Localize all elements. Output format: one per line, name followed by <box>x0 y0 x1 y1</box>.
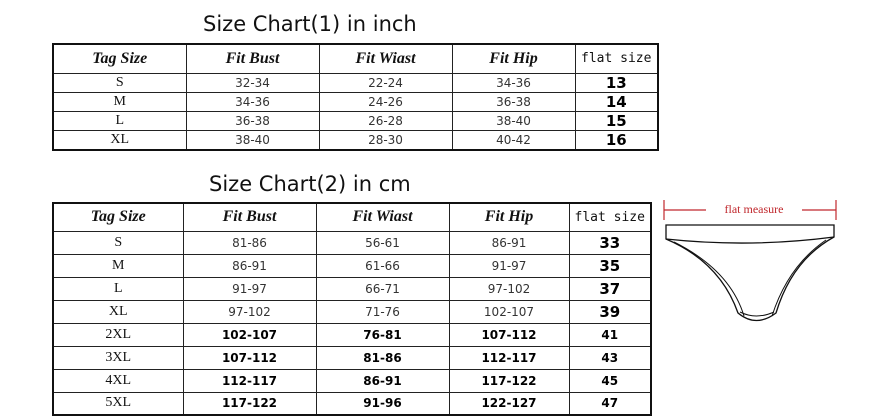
bust-cell: 112-117 <box>183 369 316 392</box>
waist-cell: 26-28 <box>319 111 452 130</box>
hip-cell: 117-122 <box>449 369 569 392</box>
header-tag-size: Tag Size <box>53 203 183 231</box>
header-tag-size: Tag Size <box>53 44 186 73</box>
header-flat-size: flat size <box>575 44 658 73</box>
size-cell: 5XL <box>53 392 183 415</box>
header-fit-bust: Fit Bust <box>183 203 316 231</box>
header-fit-bust: Fit Bust <box>186 44 319 73</box>
bust-cell: 86-91 <box>183 254 316 277</box>
waist-cell: 24-26 <box>319 92 452 111</box>
waist-cell: 66-71 <box>316 277 449 300</box>
hip-cell: 102-107 <box>449 300 569 323</box>
waist-cell: 22-24 <box>319 73 452 92</box>
bust-cell: 36-38 <box>186 111 319 130</box>
bust-cell: 107-112 <box>183 346 316 369</box>
size-chart-inch <box>52 43 659 151</box>
panty-illustration <box>660 198 840 333</box>
flat-size-cell: 15 <box>575 111 658 130</box>
waist-cell: 81-86 <box>316 346 449 369</box>
bust-cell: 32-34 <box>186 73 319 92</box>
flat-size-cell: 13 <box>575 73 658 92</box>
table-row <box>53 300 651 323</box>
hip-cell: 122-127 <box>449 392 569 415</box>
hip-cell: 40-42 <box>452 130 575 150</box>
waist-cell: 56-61 <box>316 231 449 254</box>
flat-size-cell: 45 <box>569 369 651 392</box>
flat-size-cell: 43 <box>569 346 651 369</box>
hip-cell: 107-112 <box>449 323 569 346</box>
header-fit-hip: Fit Hip <box>452 44 575 73</box>
size-cell: L <box>53 111 186 130</box>
header-flat-size: flat size <box>569 203 651 231</box>
bust-cell: 91-97 <box>183 277 316 300</box>
waist-cell: 28-30 <box>319 130 452 150</box>
size-cell: 3XL <box>53 346 183 369</box>
hip-cell: 38-40 <box>452 111 575 130</box>
size-chart-cm <box>52 202 652 416</box>
bust-cell: 38-40 <box>186 130 319 150</box>
flat-size-cell: 35 <box>569 254 651 277</box>
hip-cell: 97-102 <box>449 277 569 300</box>
table-row <box>53 369 651 392</box>
flat-size-cell: 41 <box>569 323 651 346</box>
table-row <box>53 231 651 254</box>
flat-measure-label: flat measure <box>706 202 802 217</box>
table-row <box>53 277 651 300</box>
size-cell: S <box>53 73 186 92</box>
hip-cell: 91-97 <box>449 254 569 277</box>
bust-cell: 81-86 <box>183 231 316 254</box>
size-cell: M <box>53 92 186 111</box>
inch-chart-title: Size Chart(1) in inch <box>203 12 417 36</box>
table-row <box>53 130 658 150</box>
waist-cell: 91-96 <box>316 392 449 415</box>
flat-size-cell: 47 <box>569 392 651 415</box>
table-row <box>53 111 658 130</box>
table-row <box>53 92 658 111</box>
flat-size-cell: 33 <box>569 231 651 254</box>
waist-cell: 61-66 <box>316 254 449 277</box>
flat-size-cell: 39 <box>569 300 651 323</box>
table-row <box>53 346 651 369</box>
header-fit-hip: Fit Hip <box>449 203 569 231</box>
bust-cell: 34-36 <box>186 92 319 111</box>
flat-size-cell: 14 <box>575 92 658 111</box>
waist-cell: 71-76 <box>316 300 449 323</box>
bust-cell: 97-102 <box>183 300 316 323</box>
table-row <box>53 73 658 92</box>
flat-measure-diagram <box>660 198 840 333</box>
flat-size-cell: 37 <box>569 277 651 300</box>
waist-cell: 86-91 <box>316 369 449 392</box>
table-row <box>53 392 651 415</box>
bust-cell: 102-107 <box>183 323 316 346</box>
size-cell: 2XL <box>53 323 183 346</box>
hip-cell: 34-36 <box>452 73 575 92</box>
size-cell: 4XL <box>53 369 183 392</box>
waist-cell: 76-81 <box>316 323 449 346</box>
hip-cell: 112-117 <box>449 346 569 369</box>
size-cell: XL <box>53 300 183 323</box>
hip-cell: 36-38 <box>452 92 575 111</box>
flat-size-cell: 16 <box>575 130 658 150</box>
header-fit-waist: Fit Wiast <box>316 203 449 231</box>
size-cell: XL <box>53 130 186 150</box>
size-cell: L <box>53 277 183 300</box>
bust-cell: 117-122 <box>183 392 316 415</box>
size-cell: S <box>53 231 183 254</box>
header-fit-waist: Fit Wiast <box>319 44 452 73</box>
header-row <box>53 203 651 231</box>
table-row <box>53 323 651 346</box>
table-row <box>53 254 651 277</box>
hip-cell: 86-91 <box>449 231 569 254</box>
size-cell: M <box>53 254 183 277</box>
cm-chart-title: Size Chart(2) in cm <box>209 172 411 196</box>
header-row <box>53 44 658 73</box>
